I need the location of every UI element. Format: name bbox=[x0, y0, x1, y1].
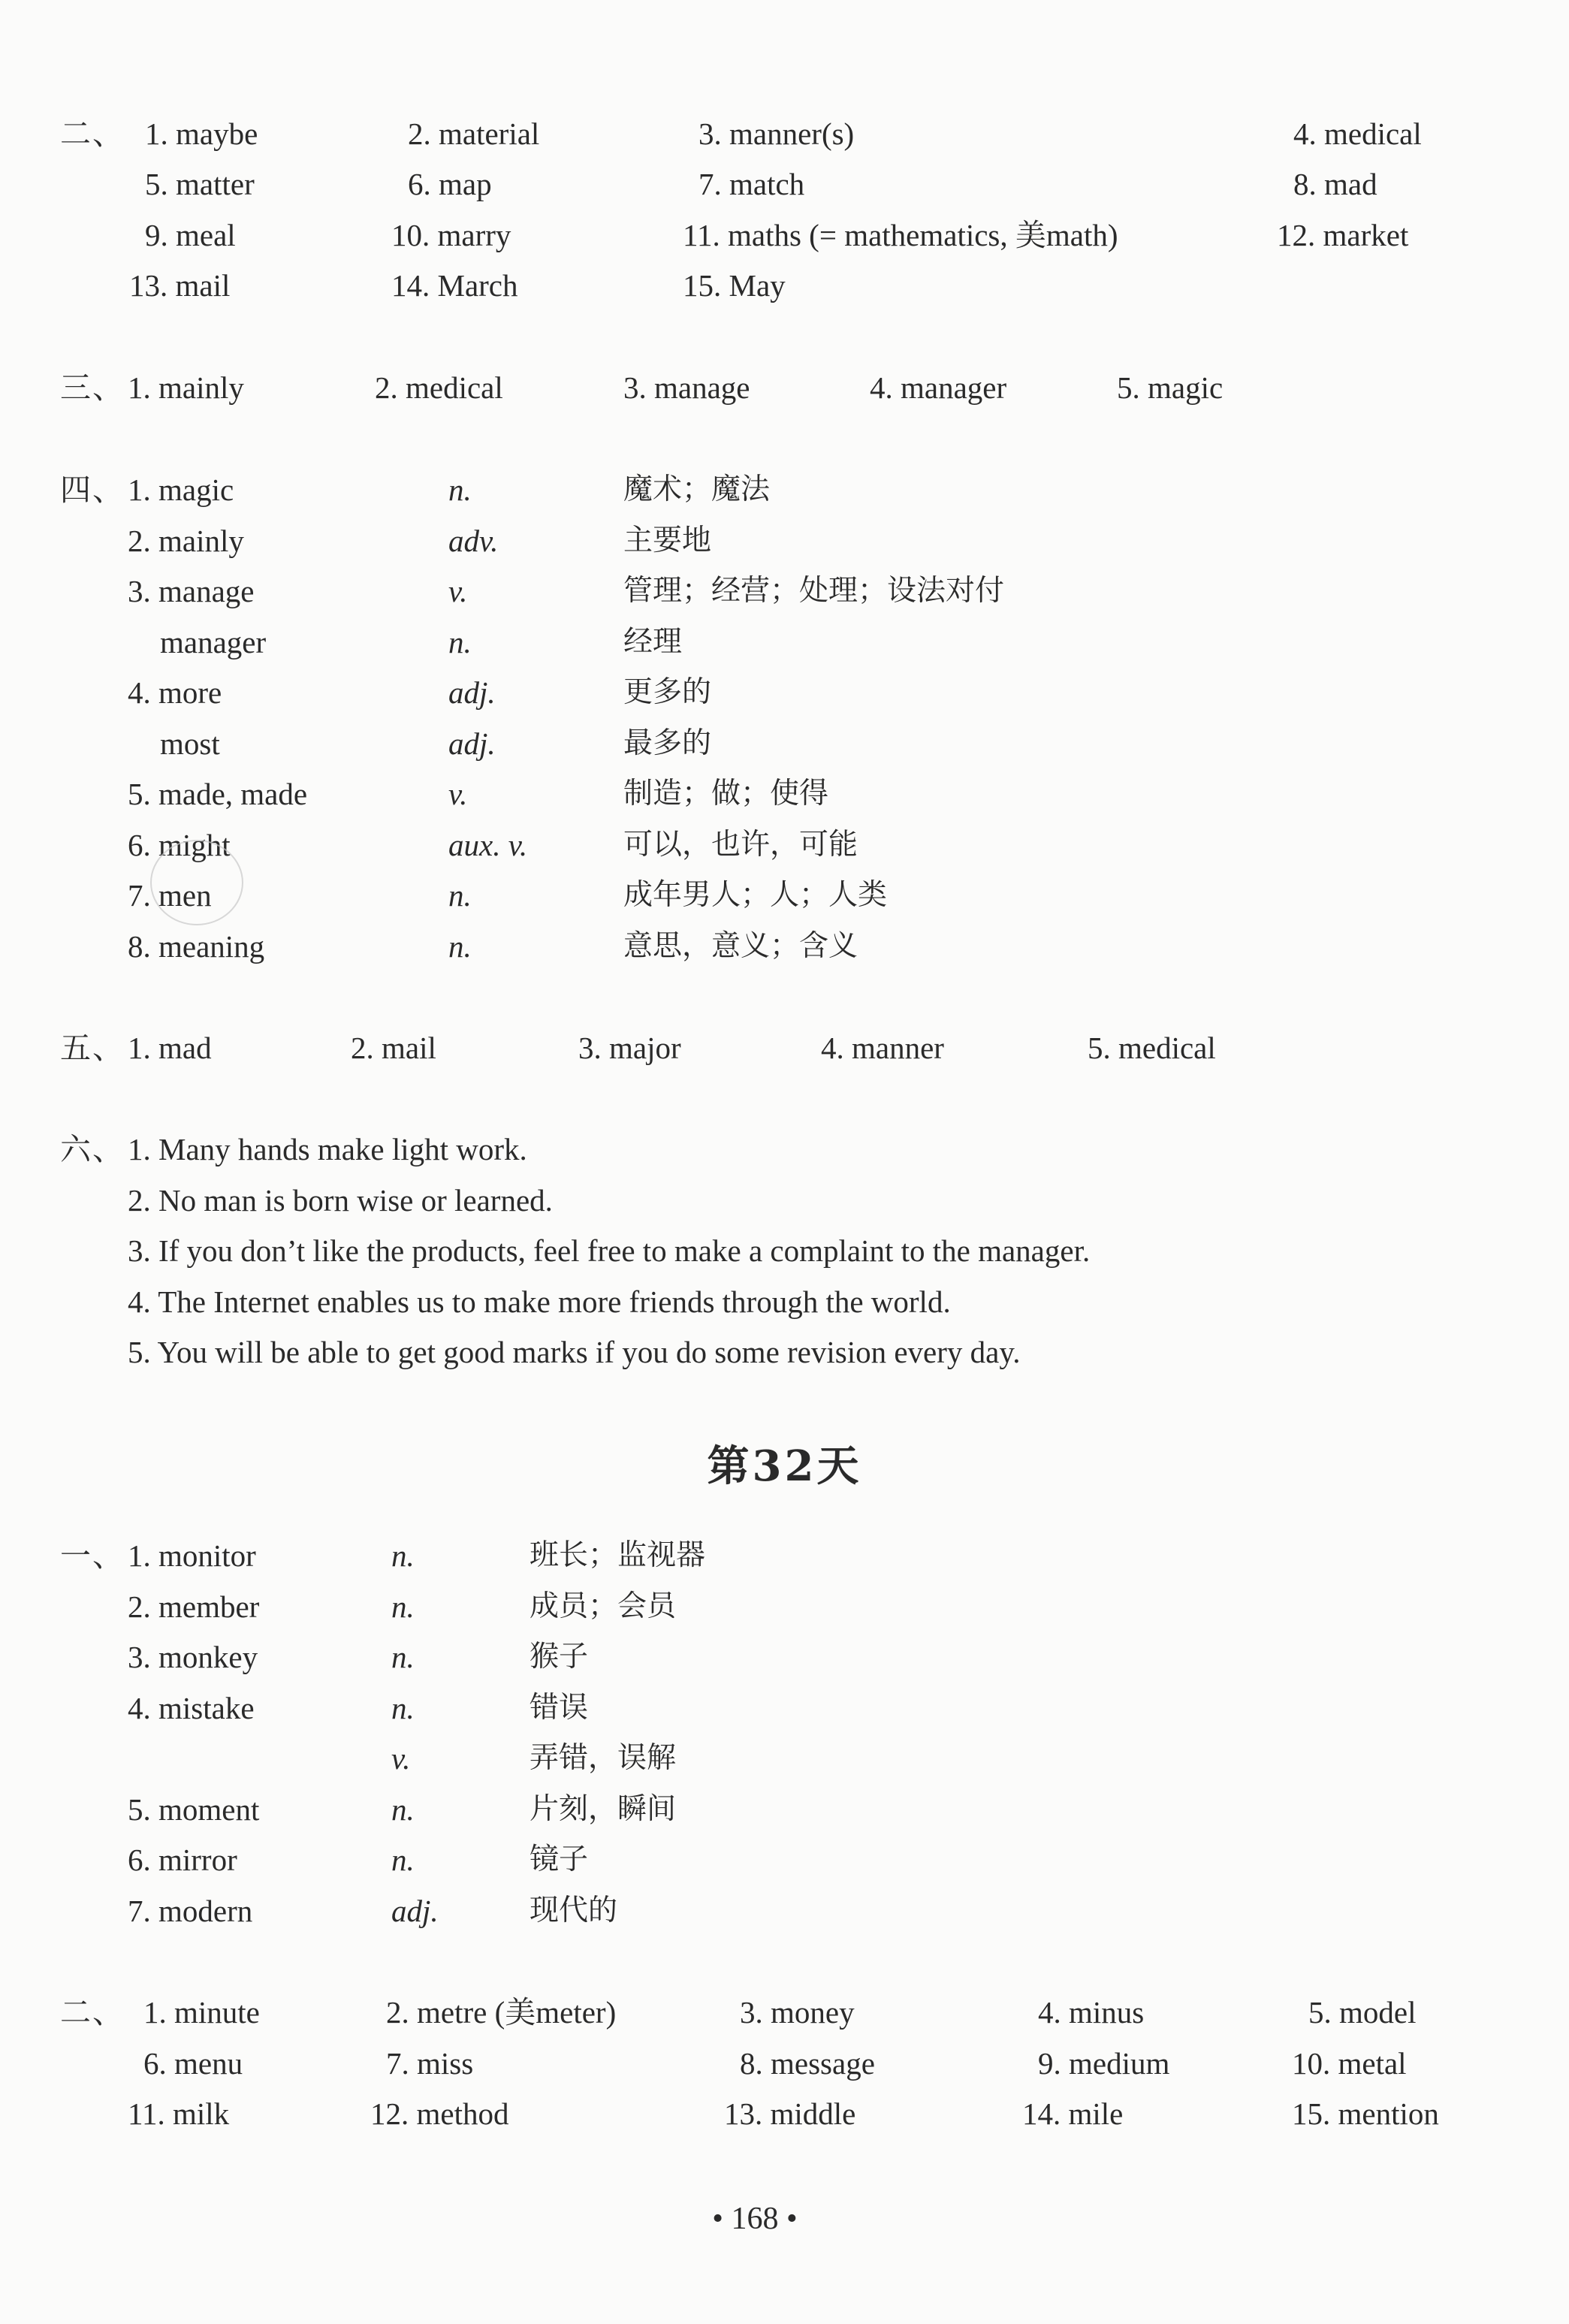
s4-pos: n. bbox=[448, 878, 472, 913]
d1-meaning: 班长；监视器 bbox=[530, 1538, 706, 1572]
s4-word: 3. manage bbox=[128, 574, 255, 608]
s4-pos: n. bbox=[448, 929, 472, 964]
s2-item: 13. mail bbox=[129, 268, 231, 303]
day-part-1-marker: 一、 bbox=[60, 1538, 125, 1574]
s2-item: 14. March bbox=[391, 268, 518, 303]
s4-pos: adv. bbox=[448, 524, 499, 558]
s4-meaning: 成年男人；人；人类 bbox=[623, 878, 888, 912]
d2-item: 5. model bbox=[1308, 1995, 1417, 2030]
s4-word: manager bbox=[160, 625, 267, 659]
d2-item: 11. milk bbox=[128, 2096, 230, 2131]
s5-item: 4. manner bbox=[821, 1031, 944, 1065]
s6-sentence: 2. No man is born wise or learned. bbox=[128, 1183, 553, 1218]
s2-item: 3. manner(s) bbox=[699, 116, 855, 151]
d1-pos: adj. bbox=[391, 1894, 439, 1928]
d2-item: 14. mile bbox=[1022, 2096, 1124, 2131]
s2-item: 10. marry bbox=[391, 218, 511, 252]
s4-word: 7. men bbox=[128, 878, 212, 913]
s6-sentence: 3. If you don’t like the products, feel free to make a complaint to the manager. bbox=[128, 1233, 1091, 1268]
d2-item: 12. method bbox=[370, 2096, 509, 2131]
s4-word: most bbox=[160, 726, 220, 761]
s4-meaning: 经理 bbox=[623, 625, 683, 659]
d2-item: 6. menu bbox=[143, 2046, 243, 2081]
d2-item: 3. money bbox=[740, 1995, 855, 2030]
s3-item: 5. magic bbox=[1117, 370, 1224, 405]
s2-item: 15. May bbox=[683, 268, 786, 303]
d1-word: 7. modern bbox=[128, 1894, 253, 1928]
s2-item: 9. meal bbox=[145, 218, 236, 252]
s4-word: 8. meaning bbox=[128, 929, 265, 964]
d2-item: 15. mention bbox=[1292, 2096, 1439, 2131]
s2-item: 6. map bbox=[408, 167, 492, 201]
s2-item: 12. market bbox=[1277, 218, 1409, 252]
d2-item: 7. miss bbox=[386, 2046, 474, 2081]
s4-meaning: 可以，也许，可能 bbox=[623, 828, 858, 862]
d1-meaning: 错误 bbox=[530, 1691, 589, 1725]
section-6-marker: 六、 bbox=[60, 1131, 125, 1167]
d1-meaning: 成员；会员 bbox=[530, 1589, 677, 1623]
s4-meaning: 意思，意义；含义 bbox=[623, 929, 858, 963]
s4-pos: adj. bbox=[448, 726, 496, 761]
s2-item: 2. material bbox=[408, 116, 540, 151]
d1-pos: n. bbox=[391, 1640, 415, 1674]
s4-word: 2. mainly bbox=[128, 524, 244, 558]
s5-item: 1. mad bbox=[128, 1031, 212, 1065]
s4-meaning: 制造；做；使得 bbox=[623, 777, 829, 810]
s2-item: 5. matter bbox=[145, 167, 255, 201]
d1-meaning: 猴子 bbox=[530, 1640, 589, 1674]
d2-item: 4. minus bbox=[1038, 1995, 1145, 2030]
d2-item: 1. minute bbox=[143, 1995, 260, 2030]
s5-item: 5. medical bbox=[1088, 1031, 1216, 1065]
s2-item: 7. match bbox=[699, 167, 805, 201]
s2-item: 8. mad bbox=[1293, 167, 1377, 201]
d1-meaning: 弄错，误解 bbox=[530, 1741, 677, 1775]
d2-item: 10. metal bbox=[1292, 2046, 1407, 2081]
section-2-marker: 二、 bbox=[60, 116, 125, 152]
d2-item: 9. medium bbox=[1038, 2046, 1170, 2081]
d1-word: 1. monitor bbox=[128, 1538, 256, 1573]
s4-meaning: 最多的 bbox=[623, 726, 712, 760]
d1-word: 5. moment bbox=[128, 1792, 260, 1827]
s3-item: 2. medical bbox=[375, 370, 503, 405]
d2-item: 8. message bbox=[740, 2046, 875, 2081]
s6-sentence: 1. Many hands make light work. bbox=[128, 1132, 527, 1167]
s4-word: 4. more bbox=[128, 675, 222, 710]
s4-meaning: 主要地 bbox=[623, 524, 712, 557]
d1-pos: n. bbox=[391, 1691, 415, 1725]
s3-item: 1. mainly bbox=[128, 370, 244, 405]
section-5-marker: 五、 bbox=[60, 1030, 125, 1066]
s4-word: 6. might bbox=[128, 828, 231, 862]
d1-meaning: 片刻，瞬间 bbox=[530, 1792, 677, 1826]
d1-word: 3. monkey bbox=[128, 1640, 258, 1674]
s3-item: 3. manage bbox=[623, 370, 750, 405]
s4-pos: adj. bbox=[448, 675, 496, 710]
s4-pos: n. bbox=[448, 472, 472, 507]
d1-pos: v. bbox=[391, 1741, 411, 1776]
d2-item: 2. metre (美meter) bbox=[386, 1995, 617, 2030]
s4-pos: n. bbox=[448, 625, 472, 659]
s6-sentence: 4. The Internet enables us to make more friends through the world. bbox=[128, 1284, 951, 1319]
d2-item: 13. middle bbox=[724, 2096, 856, 2131]
s3-item: 4. manager bbox=[870, 370, 1007, 405]
d1-pos: n. bbox=[391, 1792, 415, 1827]
s2-item: 1. maybe bbox=[145, 116, 258, 151]
section-3-marker: 三、 bbox=[60, 370, 125, 406]
d1-meaning: 镜子 bbox=[530, 1843, 589, 1876]
s6-sentence: 5. You will be able to get good marks if you do some revision every day. bbox=[128, 1335, 1021, 1369]
day-part-2-marker: 二、 bbox=[60, 1994, 125, 2030]
s4-word: 5. made, made bbox=[128, 777, 308, 811]
day-heading: 第32天 bbox=[707, 1441, 862, 1491]
section-4-marker: 四、 bbox=[60, 472, 125, 508]
s4-meaning: 更多的 bbox=[623, 675, 712, 709]
d1-pos: n. bbox=[391, 1843, 415, 1877]
s2-item: 11. maths (= mathematics, 美math) bbox=[683, 218, 1118, 252]
s5-item: 3. major bbox=[578, 1031, 681, 1065]
page-number: • 168 • bbox=[712, 2202, 798, 2236]
d1-meaning: 现代的 bbox=[530, 1894, 618, 1927]
s4-meaning: 魔术；魔法 bbox=[623, 472, 771, 506]
d1-word: 2. member bbox=[128, 1589, 260, 1624]
s2-item: 4. medical bbox=[1293, 116, 1422, 151]
s4-pos: aux. v. bbox=[448, 828, 528, 862]
s4-word: 1. magic bbox=[128, 472, 234, 507]
d1-word: 4. mistake bbox=[128, 1691, 255, 1725]
d1-word: 6. mirror bbox=[128, 1843, 237, 1877]
s4-pos: v. bbox=[448, 777, 468, 811]
d1-pos: n. bbox=[391, 1538, 415, 1573]
d1-pos: n. bbox=[391, 1589, 415, 1624]
s4-pos: v. bbox=[448, 574, 468, 608]
s5-item: 2. mail bbox=[351, 1031, 436, 1065]
s4-meaning: 管理；经营；处理；设法对付 bbox=[623, 574, 1005, 608]
